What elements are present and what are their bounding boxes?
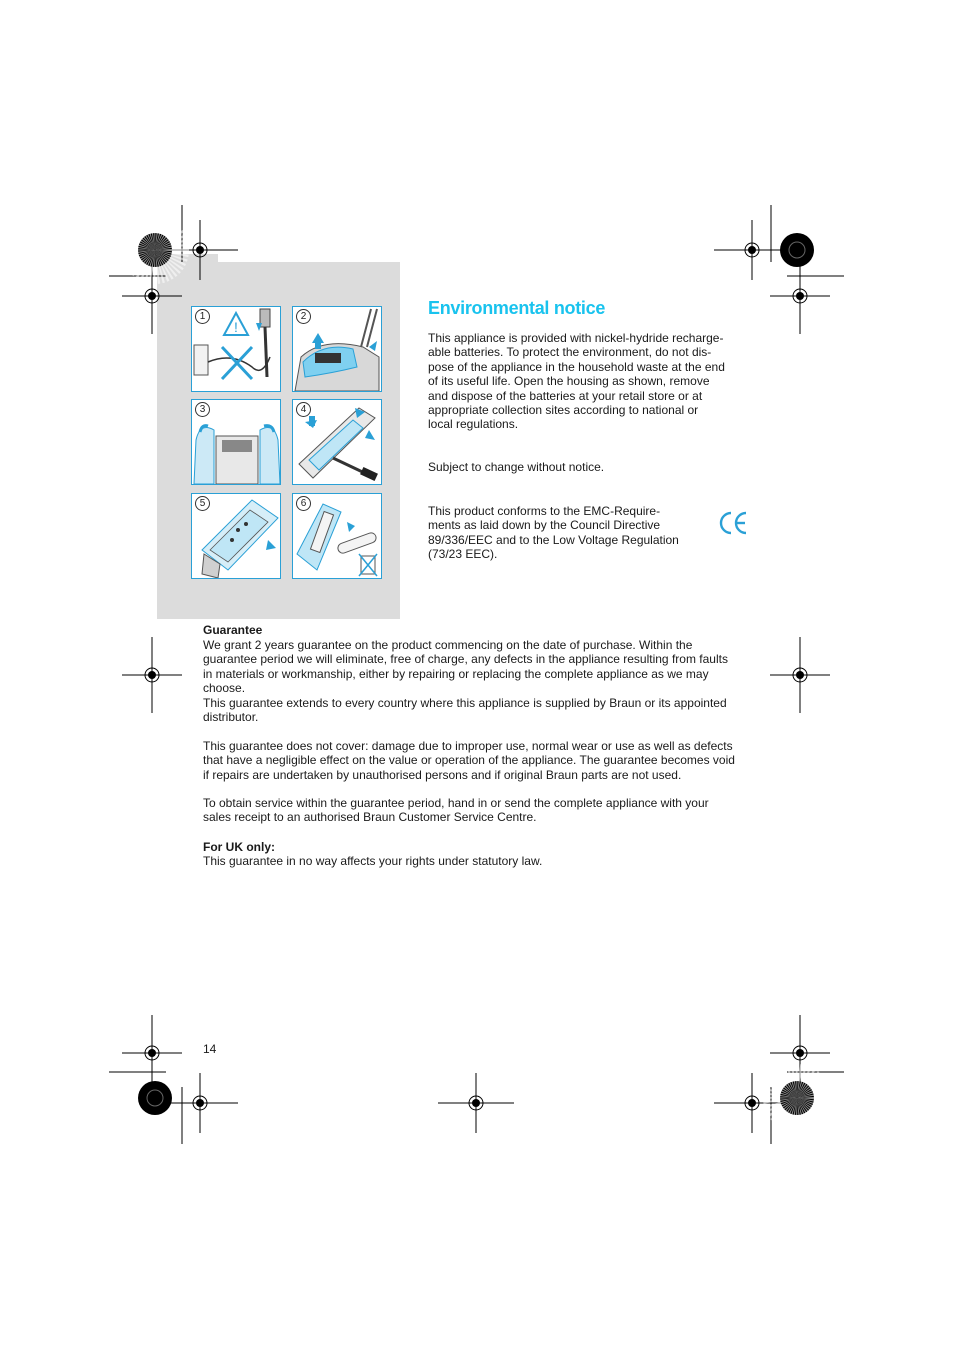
step-number: 5 bbox=[195, 496, 210, 511]
step-number: 3 bbox=[195, 402, 210, 417]
step-number: 1 bbox=[195, 309, 210, 324]
step-number: 6 bbox=[296, 496, 311, 511]
svg-text:!: ! bbox=[234, 319, 238, 335]
step-number: 4 bbox=[296, 402, 311, 417]
guarantee-exclusions-text: This guarantee does not cover: damage due to improper use, normal wear or use as well as defects that have a negligible effect on the value or operation of the appliance. The guarantee becomes void if repairs are undertaken by unauthorised persons and if original Braun parts are not used. bbox=[203, 739, 735, 782]
emc-conformity-text: This product conforms to the EMC-Require- ments as laid down by the Council Directive 89/336/EEC and to the Low Voltage Regulation (73/23 EEC). bbox=[428, 504, 679, 562]
change-notice-text: Subject to change without notice. bbox=[428, 460, 605, 474]
guarantee-text: We grant 2 years guarantee on the product commencing on the date of purchase. Within the guarantee period we will eliminate, free of charge, any defects in the appliance resulting from faults in materials or workmanship, either by repairing or replacing the complete appliance as we may choose. This guarantee extends to every country where this appliance is supplied by Braun or its appointed distributor. bbox=[203, 638, 728, 725]
guarantee-service-text: To obtain service within the guarantee period, hand in or send the complete appliance with your sales receipt to an authorised Braun Customer Service Centre. bbox=[203, 796, 709, 825]
guarantee-heading: Guarantee bbox=[203, 623, 263, 637]
page-number: 14 bbox=[203, 1042, 217, 1056]
uk-heading: For UK only: bbox=[203, 840, 275, 854]
section-title: Environmental notice bbox=[428, 298, 606, 318]
uk-statutory-text: This guarantee in no way affects your rights under statutory law. bbox=[203, 854, 543, 868]
environmental-notice-text: This appliance is provided with nickel-hydride recharge- able batteries. To protect the environment, do not dis- pose of the appliance in the household waste at the end of its useful life. Open the housing as shown, remove and dispose of the batteries at your retail store or at appropriate collection sites according to national or local regulations. bbox=[428, 331, 725, 432]
step-number: 2 bbox=[296, 309, 311, 324]
